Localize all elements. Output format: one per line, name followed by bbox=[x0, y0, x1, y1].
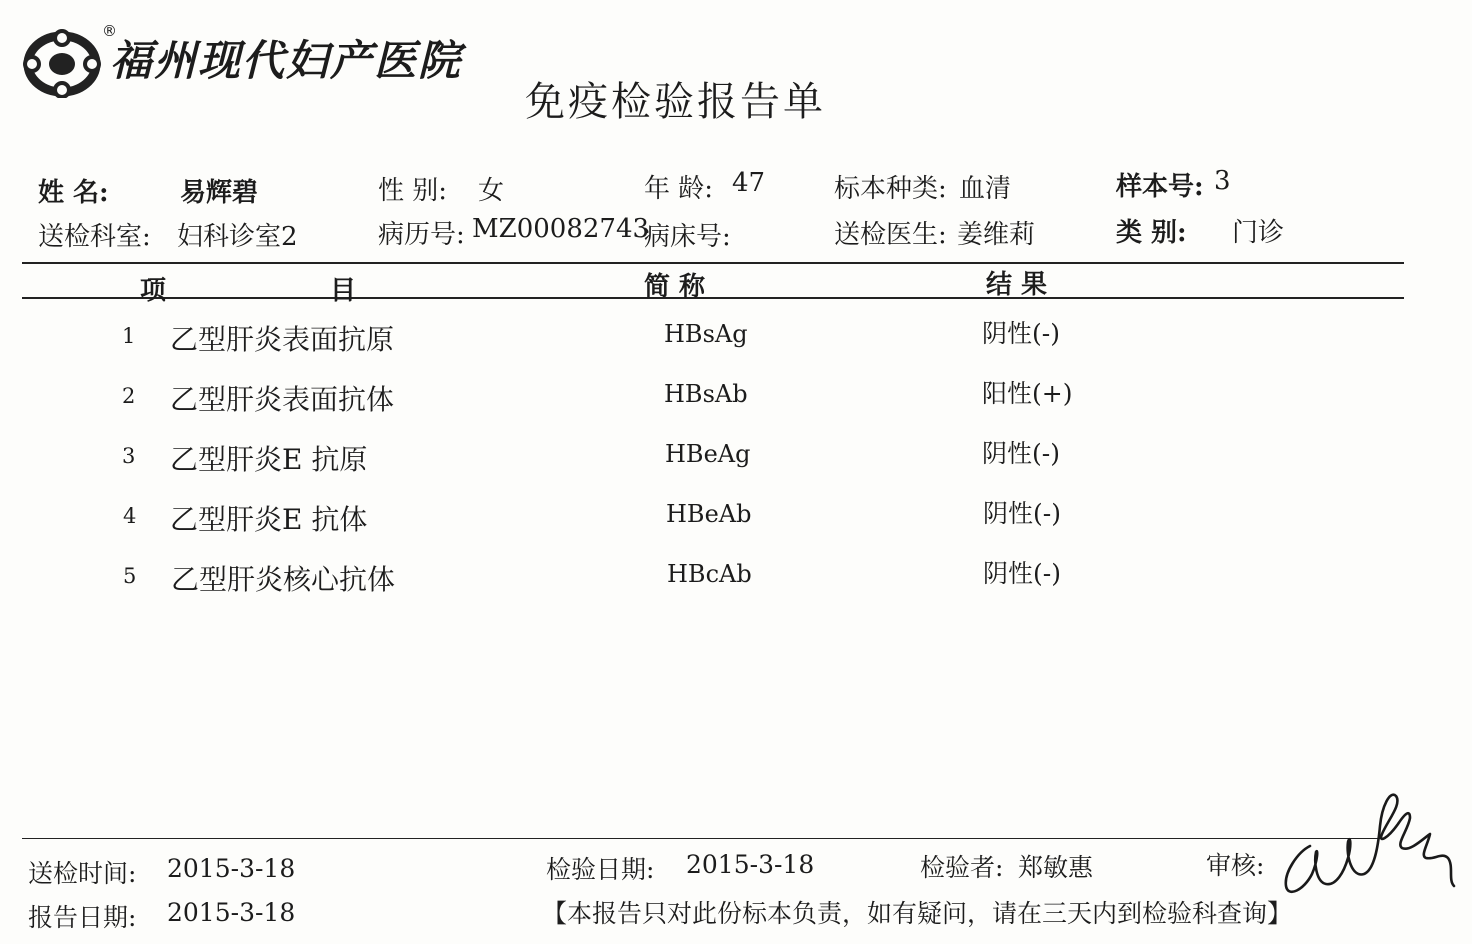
row-item: 乙型肝炎核心抗体 bbox=[171, 563, 396, 596]
doctor: 姜维莉 bbox=[957, 220, 1036, 250]
specimen-type: 血清 bbox=[959, 174, 1012, 204]
row-result: 阴性(-) bbox=[982, 319, 1060, 348]
header-abbr: 简 称 bbox=[644, 272, 706, 302]
tester-label: 检验者: bbox=[920, 853, 1004, 882]
header-result: 结 果 bbox=[986, 270, 1048, 300]
row-number: 4 bbox=[123, 504, 137, 528]
row-result: 阳性(+) bbox=[982, 379, 1073, 408]
record-no: MZ00082743 bbox=[472, 214, 650, 244]
sex-label: 性 别: bbox=[378, 176, 448, 206]
row-item: 乙型肝炎表面抗原 bbox=[170, 323, 395, 356]
footer-rule bbox=[22, 838, 1382, 839]
name-label: 姓 名: bbox=[38, 178, 109, 208]
tester: 郑敏惠 bbox=[1018, 853, 1094, 882]
age-label: 年 龄: bbox=[644, 174, 714, 204]
patient-age: 47 bbox=[732, 168, 766, 198]
test-date-label: 检验日期: bbox=[546, 855, 655, 884]
report-title: 免疫检验报告单 bbox=[525, 79, 826, 125]
reviewer-signature bbox=[1270, 786, 1460, 910]
row-number: 2 bbox=[122, 384, 136, 408]
row-number: 3 bbox=[122, 444, 136, 468]
hospital-logo bbox=[22, 20, 472, 100]
row-number: 1 bbox=[122, 324, 136, 348]
row-result: 阴性(-) bbox=[983, 499, 1061, 528]
patient-sex: 女 bbox=[478, 176, 505, 206]
row-abbr: HBsAb bbox=[664, 380, 748, 408]
row-item: 乙型肝炎E 抗体 bbox=[170, 503, 368, 536]
registered-mark: ® bbox=[102, 22, 117, 40]
reviewer-label: 审核: bbox=[1206, 851, 1265, 880]
header-item-b: 目 bbox=[330, 276, 357, 306]
sample-no: 3 bbox=[1214, 166, 1231, 196]
row-abbr: HBcAb bbox=[667, 560, 752, 588]
sent-time-label: 送检时间: bbox=[28, 859, 137, 888]
patient-name: 易辉碧 bbox=[180, 178, 259, 208]
bed-no-label: 病床号: bbox=[644, 222, 731, 252]
disclaimer: 【本报告只对此份标本负责，如有疑问，请在三天内到检验科查询】 bbox=[542, 899, 1293, 928]
category: 门诊 bbox=[1232, 218, 1285, 248]
table-header-rule bbox=[22, 297, 1404, 299]
row-number: 5 bbox=[123, 564, 137, 588]
header-item-a: 项 bbox=[140, 276, 167, 306]
record-no-label: 病历号: bbox=[378, 220, 465, 250]
row-result: 阴性(-) bbox=[983, 559, 1061, 588]
row-abbr: HBsAg bbox=[664, 320, 748, 348]
specimen-type-label: 标本种类: bbox=[834, 174, 947, 204]
report-date-label: 报告日期: bbox=[28, 903, 137, 932]
sample-no-label: 样本号: bbox=[1116, 172, 1204, 202]
row-abbr: HBeAb bbox=[666, 500, 752, 528]
row-result: 阴性(-) bbox=[982, 439, 1060, 468]
doctor-label: 送检医生: bbox=[834, 220, 947, 250]
report-date: 2015-3-18 bbox=[167, 898, 296, 927]
sent-time: 2015-3-18 bbox=[167, 854, 296, 883]
dept: 妇科诊室2 bbox=[177, 222, 298, 252]
row-item: 乙型肝炎表面抗体 bbox=[170, 383, 395, 416]
table-top-rule bbox=[22, 262, 1404, 264]
category-label: 类 别: bbox=[1116, 218, 1187, 248]
row-abbr: HBeAg bbox=[665, 440, 751, 468]
hospital-name: 福州现代妇产医院 bbox=[110, 36, 463, 85]
hospital-logo-icon bbox=[22, 26, 104, 98]
test-date: 2015-3-18 bbox=[686, 850, 815, 879]
dept-label: 送检科室: bbox=[38, 222, 151, 252]
row-item: 乙型肝炎E 抗原 bbox=[170, 443, 368, 476]
